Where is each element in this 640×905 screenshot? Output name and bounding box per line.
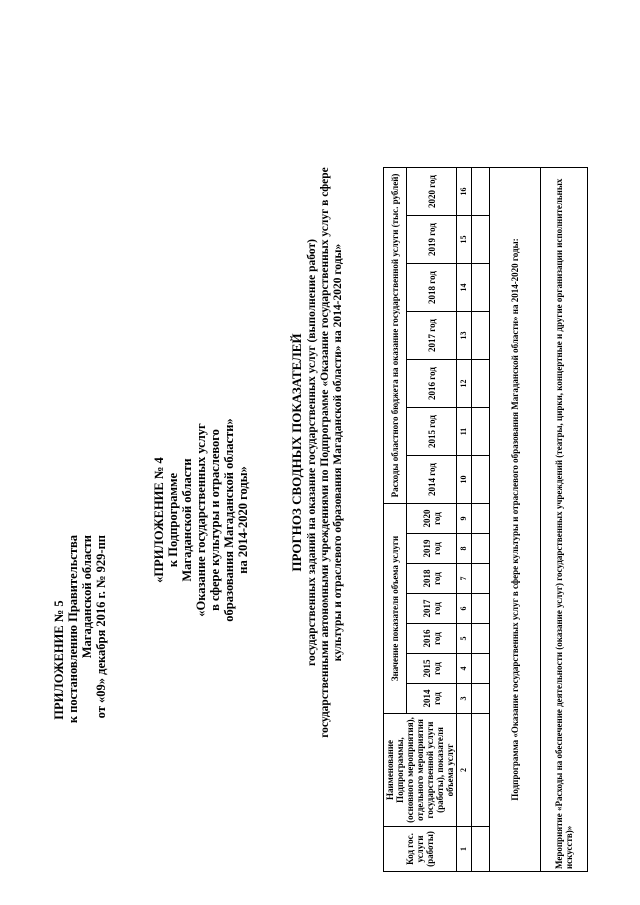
year-cell: 2019 год (407, 216, 457, 264)
appendix-5-header (52, 535, 108, 785)
appendix-4-line: Магаданской области (180, 458, 194, 582)
year-cell: 2020 год (407, 504, 457, 534)
year-cell: 2015 год (407, 654, 457, 684)
year-cell: 2018 год (407, 264, 457, 312)
col-number: 9 (457, 504, 472, 534)
subprogram-row (490, 168, 541, 872)
subprogram-title: Подпрограмма «Оказание государственных услуг в сфере культуры и отраслевого образования Магаданской области» на 2014-2020 годы: (490, 168, 541, 872)
appendix-4-line: в сфере культуры и отраслевого (208, 429, 222, 611)
year-cell: 2018 год (407, 564, 457, 594)
header-name: Наименование Подпрограммы, (основного мероприятия), отдельного мероприятия государственной услуги (работы), показателя объема услуг (384, 714, 457, 827)
header-volume-group: Значение показателя объема услуги (384, 504, 407, 714)
table-header-row (384, 168, 407, 872)
activity-row (541, 168, 588, 872)
year-cell: 2015 год (407, 408, 457, 456)
col-number: 5 (457, 624, 472, 654)
year-cell: 2016 год (407, 624, 457, 654)
col-number: 4 (457, 654, 472, 684)
title-heading: ПРОГНОЗ СВОДНЫХ ПОКАЗАТЕЛЕЙ (289, 333, 304, 572)
appendix-4-line: на 2014-2020 годы» (236, 466, 250, 574)
col-number: 13 (457, 312, 472, 360)
year-cell: 2016 год (407, 360, 457, 408)
header-code: Код гос. услуги (работы) (384, 827, 457, 872)
activity-title: Мероприятие «Расходы на обеспечение деятельности (оказание услуг) государственных учреждений (театры, цирки, концертные и другие организации исполнительных искусств)» (541, 168, 588, 872)
year-cell: 2019 год (407, 534, 457, 564)
appendix-5-line: Магаданской области (80, 535, 94, 659)
title-line: государственных заданий на оказание государственных услуг (выполнение работ) (306, 239, 318, 666)
empty-row (472, 168, 490, 872)
appendix-5-title: ПРИЛОЖЕНИЕ № 5 (52, 600, 66, 720)
col-number: 7 (457, 564, 472, 594)
year-cell: 2020 год (407, 168, 457, 216)
year-cell: 2017 год (407, 312, 457, 360)
column-numbers-row (457, 168, 472, 872)
appendix-4-line: «Оказание государственных услуг (194, 423, 208, 617)
header-expense-group: Расходы областного бюджета на оказание государственной услуги (тыс. рублей) (384, 168, 407, 504)
col-number: 16 (457, 168, 472, 216)
col-number: 2 (457, 714, 472, 827)
col-number: 8 (457, 534, 472, 564)
col-number: 6 (457, 594, 472, 624)
col-number: 1 (457, 827, 472, 872)
col-number: 14 (457, 264, 472, 312)
year-cell: 2017 год (407, 594, 457, 624)
appendix-4-line: образования Магаданской области» (222, 418, 236, 622)
col-number: 3 (457, 684, 472, 714)
title-line: культуры и отраслевого образования Магаданской области» на 2014-2020 годы» (332, 243, 344, 662)
appendix-4-line: к Подпрограмме (166, 472, 180, 568)
col-number: 11 (457, 408, 472, 456)
col-number: 12 (457, 360, 472, 408)
appendix-4-title: «ПРИЛОЖЕНИЕ № 4 (152, 457, 166, 583)
col-number: 10 (457, 456, 472, 504)
document-title (290, 40, 345, 865)
indicators-table (383, 167, 588, 872)
title-line: государственными автономными учреждениями по Подпрограмме «Оказание государственных услуг в сфере (319, 167, 331, 738)
appendix-4-header (152, 365, 250, 675)
col-number: 15 (457, 216, 472, 264)
year-cell: 2014 год (407, 684, 457, 714)
appendix-5-line: к постановлению Правительства (66, 535, 80, 724)
appendix-5-line: от «09» декабря 2016 г. № 929-пп (94, 535, 108, 719)
year-cell: 2014 год (407, 456, 457, 504)
